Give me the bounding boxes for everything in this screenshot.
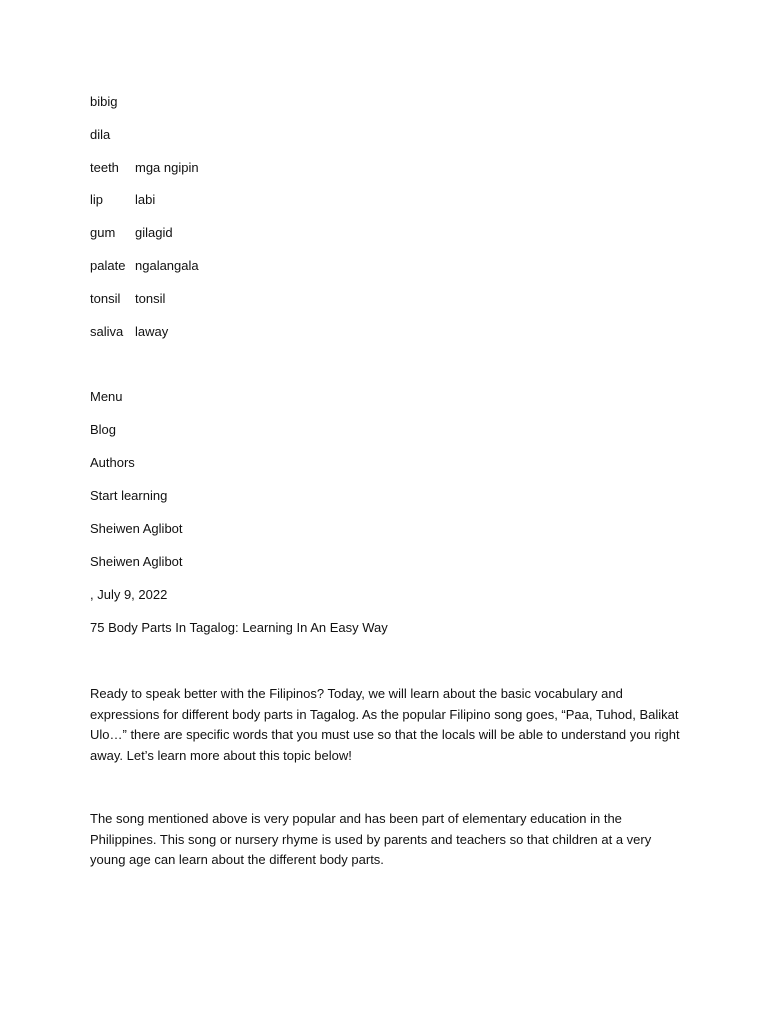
author-name-repeat: Sheiwen Aglibot	[90, 554, 183, 569]
nav-start-learning-text: Start learning	[90, 488, 168, 503]
vocab-row	[90, 225, 173, 241]
publish-date: , July 9, 2022	[90, 587, 168, 602]
vocab-row	[90, 324, 168, 340]
vocab-row	[90, 258, 199, 274]
vocab-translation: gilagid	[135, 225, 173, 240]
vocab-row	[90, 291, 165, 307]
article-paragraph-song: The song mentioned above is very popular and has been part of elementary education in the Philippines. This song or nursery rhyme is used by parents and teachers so that children at a very young age can learn about the different body parts.	[90, 811, 652, 867]
vocab-term: saliva	[90, 324, 124, 339]
author-name: Sheiwen Aglibot	[90, 521, 183, 536]
vocab-translation: labi	[135, 192, 156, 207]
nav-blog-text: Blog	[90, 422, 117, 437]
vocab-row	[90, 94, 135, 110]
vocab-translation: mga ngipin	[135, 160, 199, 175]
vocab-term: palate	[90, 258, 126, 273]
article-title: 75 Body Parts In Tagalog: Learning In An Easy Way	[90, 620, 388, 635]
vocab-row	[90, 160, 199, 176]
article-paragraph-intro: Ready to speak better with the Filipinos? Today, we will learn about the basic vocabulary and expressions for different body parts in Tagalog. As the popular Filipino song goes, “Paa, Tuhod, Balikat Ulo…” there are specific words that you must use so that the locals will be able to understand you right away. Let’s learn more about this topic below!	[90, 686, 680, 763]
vocab-translation: tonsil	[135, 291, 166, 306]
vocab-term: lip	[90, 192, 104, 207]
vocab-term: dila	[90, 127, 111, 142]
nav-authors-text: Authors	[90, 455, 135, 470]
vocab-term: teeth	[90, 160, 119, 175]
vocab-row	[90, 192, 155, 208]
vocab-term: bibig	[90, 94, 118, 109]
nav-menu-text: Menu	[90, 389, 123, 404]
vocab-term: gum	[90, 225, 116, 240]
vocab-term: tonsil	[90, 291, 121, 306]
vocab-translation: ngalangala	[135, 258, 199, 273]
vocab-row	[90, 127, 135, 143]
vocab-translation: laway	[135, 324, 169, 339]
